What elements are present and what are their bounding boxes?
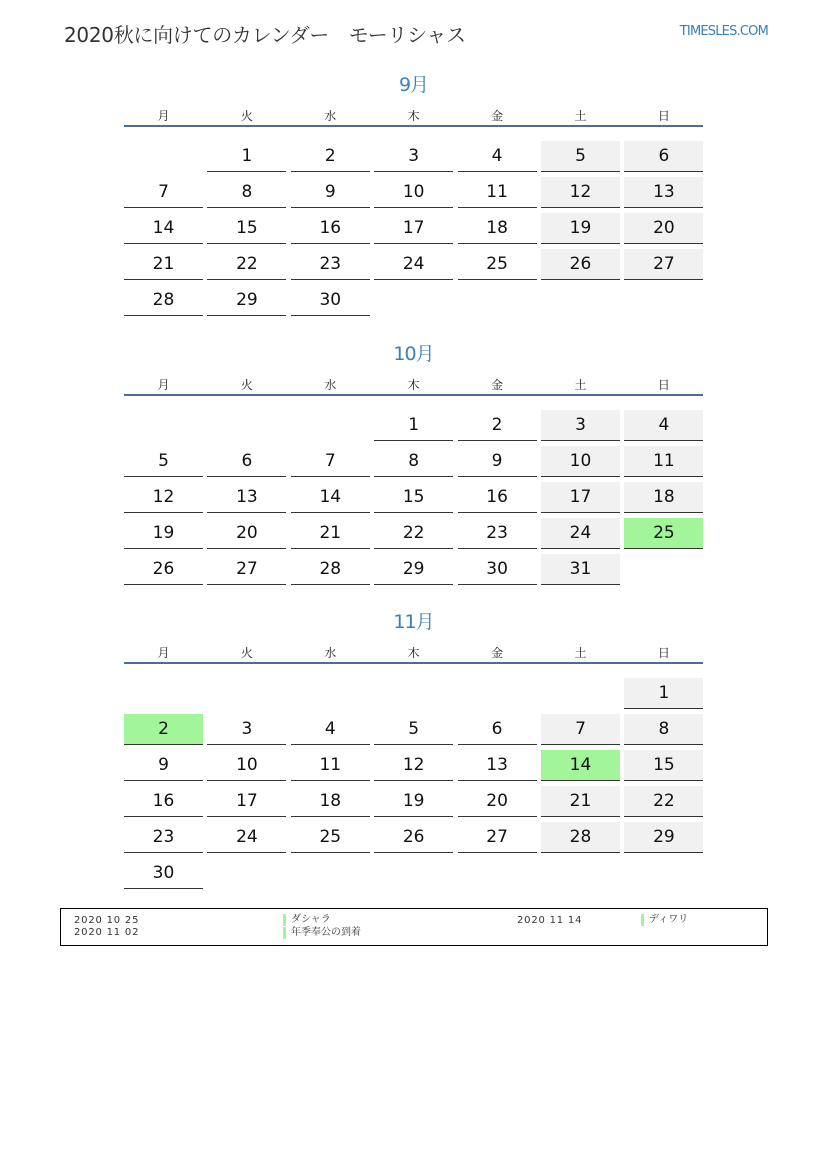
weekday-label: 土 <box>574 109 587 123</box>
weekday-label: 水 <box>324 646 337 660</box>
header-rule <box>124 394 703 396</box>
day-cell: 12 <box>374 750 453 781</box>
day-cell: 1 <box>374 410 453 441</box>
day-cell: 2 <box>124 714 203 745</box>
day-cell: 21 <box>291 518 370 549</box>
day-cell: 18 <box>291 786 370 817</box>
day-cell: 26 <box>541 249 620 280</box>
day-cell: 29 <box>207 285 286 316</box>
day-cell: 11 <box>624 446 703 477</box>
day-cell: 28 <box>541 822 620 853</box>
day-cell: 20 <box>458 786 537 817</box>
weekday-label: 火 <box>240 378 253 392</box>
legend-date: 2020 11 02 <box>74 927 140 938</box>
day-cell: 29 <box>624 822 703 853</box>
day-cell: 24 <box>374 249 453 280</box>
day-cell: 22 <box>374 518 453 549</box>
day-cell: 10 <box>541 446 620 477</box>
day-cell: 3 <box>374 141 453 172</box>
day-cell: 15 <box>624 750 703 781</box>
day-cell: 22 <box>207 249 286 280</box>
day-cell: 18 <box>624 482 703 513</box>
day-cell: 10 <box>207 750 286 781</box>
day-cell: 16 <box>291 213 370 244</box>
day-cell: 14 <box>291 482 370 513</box>
day-cell: 30 <box>458 554 537 585</box>
day-cell: 19 <box>541 213 620 244</box>
day-cell: 17 <box>374 213 453 244</box>
day-cell: 19 <box>124 518 203 549</box>
month-title: 9月 <box>398 74 429 96</box>
day-cell: 29 <box>374 554 453 585</box>
weekday-header <box>124 376 703 396</box>
day-cell: 3 <box>207 714 286 745</box>
day-cell: 19 <box>374 786 453 817</box>
day-cell: 9 <box>124 750 203 781</box>
weekday-label: 月 <box>157 109 170 123</box>
day-cell: 6 <box>624 141 703 172</box>
day-cell: 28 <box>124 285 203 316</box>
day-cell: 24 <box>207 822 286 853</box>
weekday-header <box>124 644 703 664</box>
day-cell: 17 <box>207 786 286 817</box>
day-cell: 4 <box>624 410 703 441</box>
day-cell: 16 <box>458 482 537 513</box>
day-cell: 5 <box>541 141 620 172</box>
day-cell: 9 <box>458 446 537 477</box>
day-cell: 27 <box>207 554 286 585</box>
weekday-label: 日 <box>657 109 670 123</box>
day-cell: 2 <box>458 410 537 441</box>
day-cell: 28 <box>291 554 370 585</box>
day-cell: 5 <box>124 446 203 477</box>
month-title: 11月 <box>393 611 434 633</box>
day-cell: 26 <box>124 554 203 585</box>
day-cell: 10 <box>374 177 453 208</box>
weekday-label: 水 <box>324 378 337 392</box>
weekday-label: 日 <box>657 378 670 392</box>
day-cell: 25 <box>458 249 537 280</box>
weekday-label: 火 <box>240 109 253 123</box>
day-cell: 6 <box>458 714 537 745</box>
day-cell: 21 <box>541 786 620 817</box>
day-cell: 20 <box>207 518 286 549</box>
weekday-label: 金 <box>491 109 504 123</box>
site-link[interactable]: TIMESLES.COM <box>679 24 768 39</box>
day-cell: 3 <box>541 410 620 441</box>
day-cell: 2 <box>291 141 370 172</box>
day-cell: 1 <box>207 141 286 172</box>
day-cell: 23 <box>124 822 203 853</box>
weekday-label: 日 <box>657 646 670 660</box>
legend-holiday-name: 年季奉公の到着 <box>283 927 361 939</box>
day-cell: 7 <box>541 714 620 745</box>
page-header <box>64 19 768 49</box>
day-cell: 4 <box>291 714 370 745</box>
day-cell: 13 <box>624 177 703 208</box>
page-title: 2020秋に向けてのカレンダー モーリシャス <box>64 23 466 47</box>
day-cell: 20 <box>624 213 703 244</box>
day-cell: 13 <box>207 482 286 513</box>
day-cell: 7 <box>124 177 203 208</box>
weekday-label: 木 <box>407 109 420 123</box>
legend-date: 2020 10 25 <box>74 915 140 926</box>
day-cell: 23 <box>291 249 370 280</box>
day-cell: 7 <box>291 446 370 477</box>
day-cell: 27 <box>624 249 703 280</box>
day-cell: 18 <box>458 213 537 244</box>
day-cell: 11 <box>291 750 370 781</box>
legend-date: 2020 11 14 <box>517 915 583 926</box>
day-cell: 25 <box>291 822 370 853</box>
day-cell: 22 <box>624 786 703 817</box>
day-cell: 31 <box>541 554 620 585</box>
header-rule <box>124 662 703 664</box>
holiday-legend <box>60 908 768 946</box>
weekday-label: 木 <box>407 646 420 660</box>
legend-holiday-name: ダシャラ <box>283 914 331 926</box>
day-cell: 5 <box>374 714 453 745</box>
weekday-header <box>124 107 703 127</box>
weekday-label: 水 <box>324 109 337 123</box>
day-cell: 12 <box>541 177 620 208</box>
day-cell: 9 <box>291 177 370 208</box>
day-cell: 12 <box>124 482 203 513</box>
weekday-label: 月 <box>157 646 170 660</box>
day-cell: 30 <box>124 858 203 889</box>
day-cell: 14 <box>541 750 620 781</box>
day-cell: 24 <box>541 518 620 549</box>
header-rule <box>124 125 703 127</box>
weekday-label: 木 <box>407 378 420 392</box>
day-cell: 25 <box>624 518 703 549</box>
weekday-label: 火 <box>240 646 253 660</box>
month-title: 10月 <box>393 343 434 365</box>
weekday-label: 金 <box>491 646 504 660</box>
day-cell: 26 <box>374 822 453 853</box>
weekday-label: 月 <box>157 378 170 392</box>
day-cell: 27 <box>458 822 537 853</box>
day-cell: 17 <box>541 482 620 513</box>
day-cell: 6 <box>207 446 286 477</box>
day-cell: 14 <box>124 213 203 244</box>
day-cell: 13 <box>458 750 537 781</box>
day-cell: 21 <box>124 249 203 280</box>
weekday-label: 土 <box>574 378 587 392</box>
day-cell: 15 <box>207 213 286 244</box>
day-cell: 8 <box>207 177 286 208</box>
weekday-label: 金 <box>491 378 504 392</box>
day-cell: 4 <box>458 141 537 172</box>
day-cell: 23 <box>458 518 537 549</box>
weekday-label: 土 <box>574 646 587 660</box>
day-cell: 11 <box>458 177 537 208</box>
day-cell: 15 <box>374 482 453 513</box>
day-cell: 30 <box>291 285 370 316</box>
day-cell: 1 <box>624 678 703 709</box>
day-cell: 8 <box>374 446 453 477</box>
day-cell: 16 <box>124 786 203 817</box>
day-cell: 8 <box>624 714 703 745</box>
legend-holiday-name: ディワリ <box>641 914 688 926</box>
